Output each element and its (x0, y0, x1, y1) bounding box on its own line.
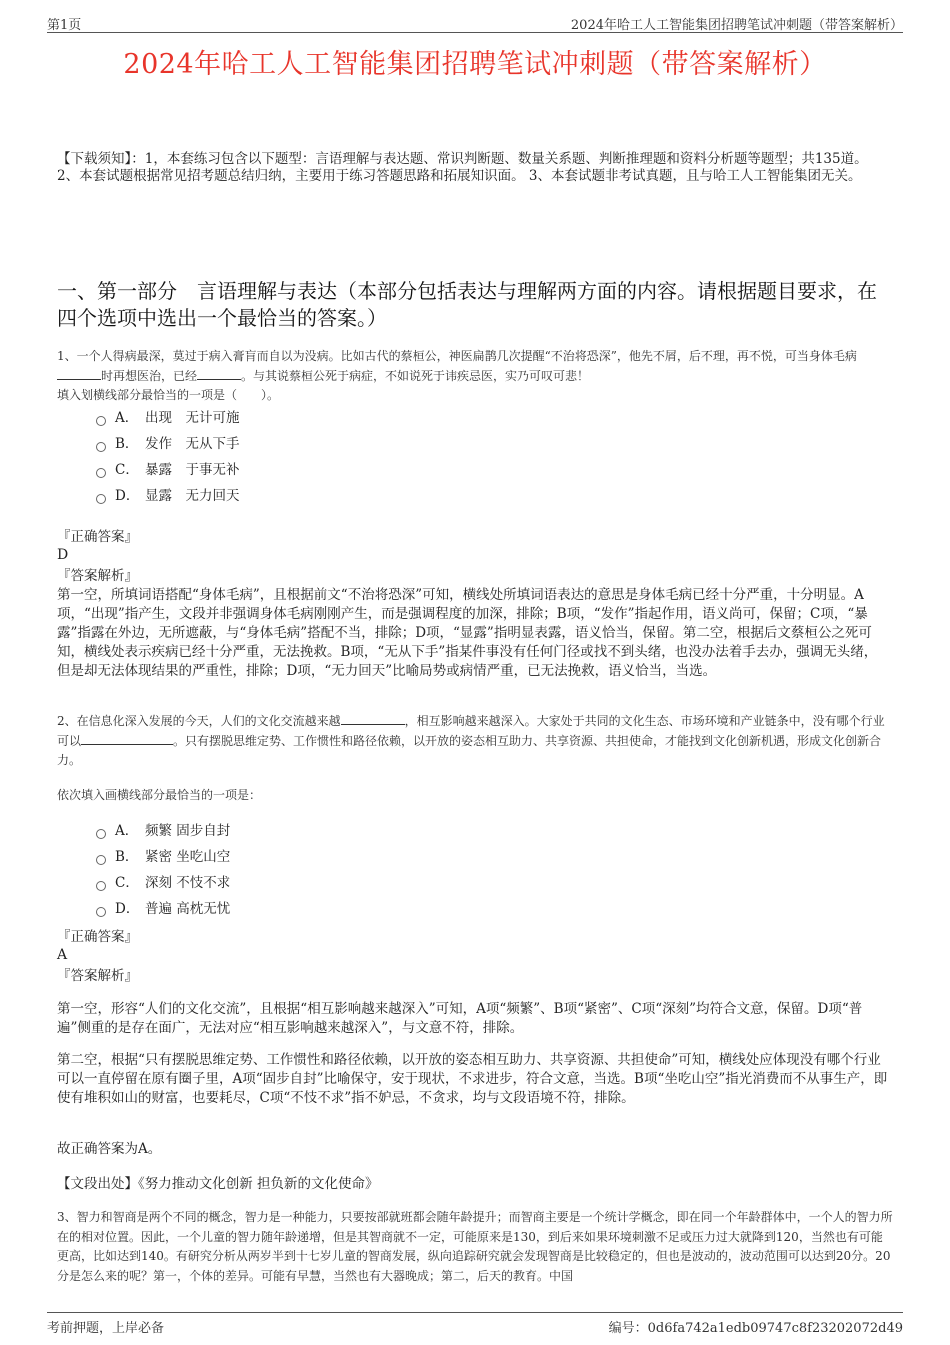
q2-blank-2 (81, 732, 173, 745)
q2-option-c[interactable]: C． 深刻 不忮不求 (96, 870, 230, 896)
q1-blank-1 (57, 367, 101, 380)
q2-text-b: ，相互影响越来越深入。大家处于共同的文化生态、市场环境和产业链条中，没有哪个行业可以 (57, 714, 885, 748)
q1-analysis-label: 『答案解析』 (57, 568, 138, 584)
q1-blank-2 (197, 367, 241, 380)
q1-analysis: 第一空，所填词语搭配“身体毛病”，且根据前文“不治将恐深”可知，横线处所填词语表达的意思是身体毛病已经十分严重，十分明显。A项，“出现”指产生，文段并非强调身体毛病刚刚产生，而是强调程度的加深，排除；B项，“发作”指起作用，语义尚可，保留；C项，“暴露”指露在外边，无所遮蔽，与“身体毛病”搭配不当，排除；D项，“显露”指明显表露，语义恰当，保留。第二空，根据后文蔡桓公之死可知，横线处表示疾病已经十分严重，无法挽救。B项，“无从下手”指某件事没有任何门径或找不到头绪，也没办法着手去办，强调无头绪，但是却无法体现结果的严重性，排除；D项，“无力回天”比喻局势或病情严重，已无法挽救，语义恰当，当选。 (57, 587, 878, 679)
radio-icon[interactable] (96, 881, 106, 891)
q2-analysis-label: 『答案解析』 (57, 968, 138, 984)
footer-slogan: 考前押题，上岸必备 (47, 1321, 165, 1336)
q2-option-a[interactable]: A． 频繁 固步自封 (96, 818, 230, 844)
q2-answer-label: 『正确答案』 (57, 929, 138, 945)
radio-icon[interactable] (96, 855, 106, 865)
q1-option-c[interactable]: C． 暴露 于事无补 (96, 457, 240, 483)
section-heading: 一、第一部分 言语理解与表达（本部分包括表达与理解两方面的内容。请根据题目要求，在四个选项中选出一个最恰当的答案。） (57, 279, 877, 330)
question-2-text (57, 712, 893, 771)
q1-text-c: 。与其说蔡桓公死于病症，不如说死于讳疾忌医，实乃可叹可悲！ (241, 368, 590, 383)
q2-analysis-2: 第二空，根据“只有摆脱思维定势、工作惯性和路径依赖，以开放的姿态相互助力、共享资源、共担使命”可知，横线处应体现没有哪个行业可以一直停留在原有圈子里，A项“固步自封”比喻保守，安于现状，不求进步，符合文意，当选。B项“坐吃山空”指光消费而不从事生产，即使有堆积如山的财富，也要耗尽，C项“不忮不求”指不妒忌，不贪求，均与文段语境不符，排除。 (57, 1052, 888, 1106)
q2-analysis-1: 第一空，形容“人们的文化交流”，且根据“相互影响越来越深入”可知，A项“频繁”、B项“紧密”、C项“深刻”均符合文意，保留。D项“普遍”侧重的是存在面广，无法对应“相互影响越来越深入”，与文意不符，排除。 (57, 1001, 863, 1036)
radio-icon[interactable] (96, 468, 106, 478)
q1-options (96, 405, 240, 509)
header-doc-title: 2024年哈工人工智能集团招聘笔试冲刺题（带答案解析） (570, 18, 903, 33)
page-title: 2024年哈工人工智能集团招聘笔试冲刺题（带答案解析） (123, 49, 827, 80)
download-notice: 【下载须知】：1，本套练习包含以下题型：言语理解与表达题、常识判断题、数量关系题、判断推理题和资料分析题等题型；共135道。 2、本套试题根据常见招考题总结归纳，主要用于练习答题思路和拓展知识面。 3、本套试题非考试真题，且与哈工人工智能集团无关。 (57, 151, 868, 184)
q1-text-b: 时再想医治，已经 (101, 368, 198, 383)
radio-icon[interactable] (96, 829, 106, 839)
q1-prompt: 填入划横线部分最恰当的一项是（ ）。 (57, 388, 280, 402)
radio-icon[interactable] (96, 416, 106, 426)
q2-option-b[interactable]: B． 紧密 坐吃山空 (96, 844, 230, 870)
q1-answer: D (57, 547, 69, 563)
q1-option-a[interactable]: A． 出现 无计可施 (96, 405, 240, 431)
q2-blank-1 (341, 712, 405, 725)
question-1-text (57, 347, 893, 406)
q2-answer: A (57, 947, 68, 963)
q1-option-b[interactable]: B． 发作 无从下手 (96, 431, 240, 457)
radio-icon[interactable] (96, 494, 106, 504)
page-header (47, 12, 903, 33)
radio-icon[interactable] (96, 907, 106, 917)
q2-options (96, 818, 230, 922)
radio-icon[interactable] (96, 442, 106, 452)
page-footer (47, 1312, 903, 1336)
q2-source: 【文段出处】《努力推动文化创新 担负新的文化使命》 (57, 1176, 379, 1192)
q2-text-c: 。只有摆脱思维定势、工作惯性和路径依赖，以开放的姿态相互助力、共享资源、共担使命，才能找到文化创新机遇，形成文化创新合力。 (57, 733, 882, 767)
q2-text-a: 2、在信息化深入发展的今天，人们的文化交流越来越 (57, 714, 341, 728)
footer-doc-id: 编号：0d6fa742a1edb09747c8f23202072d49 (608, 1321, 903, 1336)
page-number: 第1页 (47, 18, 82, 33)
q1-text-a: 1、一个人得病最深，莫过于病入膏肓而自以为没病。比如古代的蔡桓公，神医扁鹊几次提醒“不治将恐深”，他先不屑，后不理，再不悦，可当身体毛病 (57, 349, 857, 363)
q1-answer-label: 『正确答案』 (57, 529, 138, 545)
q1-option-d[interactable]: D． 显露 无力回天 (96, 483, 240, 509)
q2-option-d[interactable]: D． 普遍 高枕无忧 (96, 896, 230, 922)
q2-conclusion: 故正确答案为A。 (57, 1141, 162, 1157)
q2-prompt: 依次填入画横线部分最恰当的一项是： (57, 788, 262, 802)
question-3-text: 3、智力和智商是两个不同的概念，智力是一种能力，只要按部就班都会随年龄提升；而智商主要是一个统计学概念，即在同一个年龄群体中，一个人的智力所在的相对位置。因此，一个儿童的智力随年龄递增，但是其智商就不一定，可能原来是130，到后来如果环境刺激不足或压力过大就降到120，当然也有可能更高，比如达到140。有研究分析从两岁半到十七岁儿童的智商发展，纵向追踪研究就会发现智商是比较稳定的，但也是波动的，波动范围可以达到20分。20分是怎么来的呢？第一，个体的差异。可能有早慧，当然也有大器晚成；第二，后天的教育。中国 (57, 1210, 893, 1283)
